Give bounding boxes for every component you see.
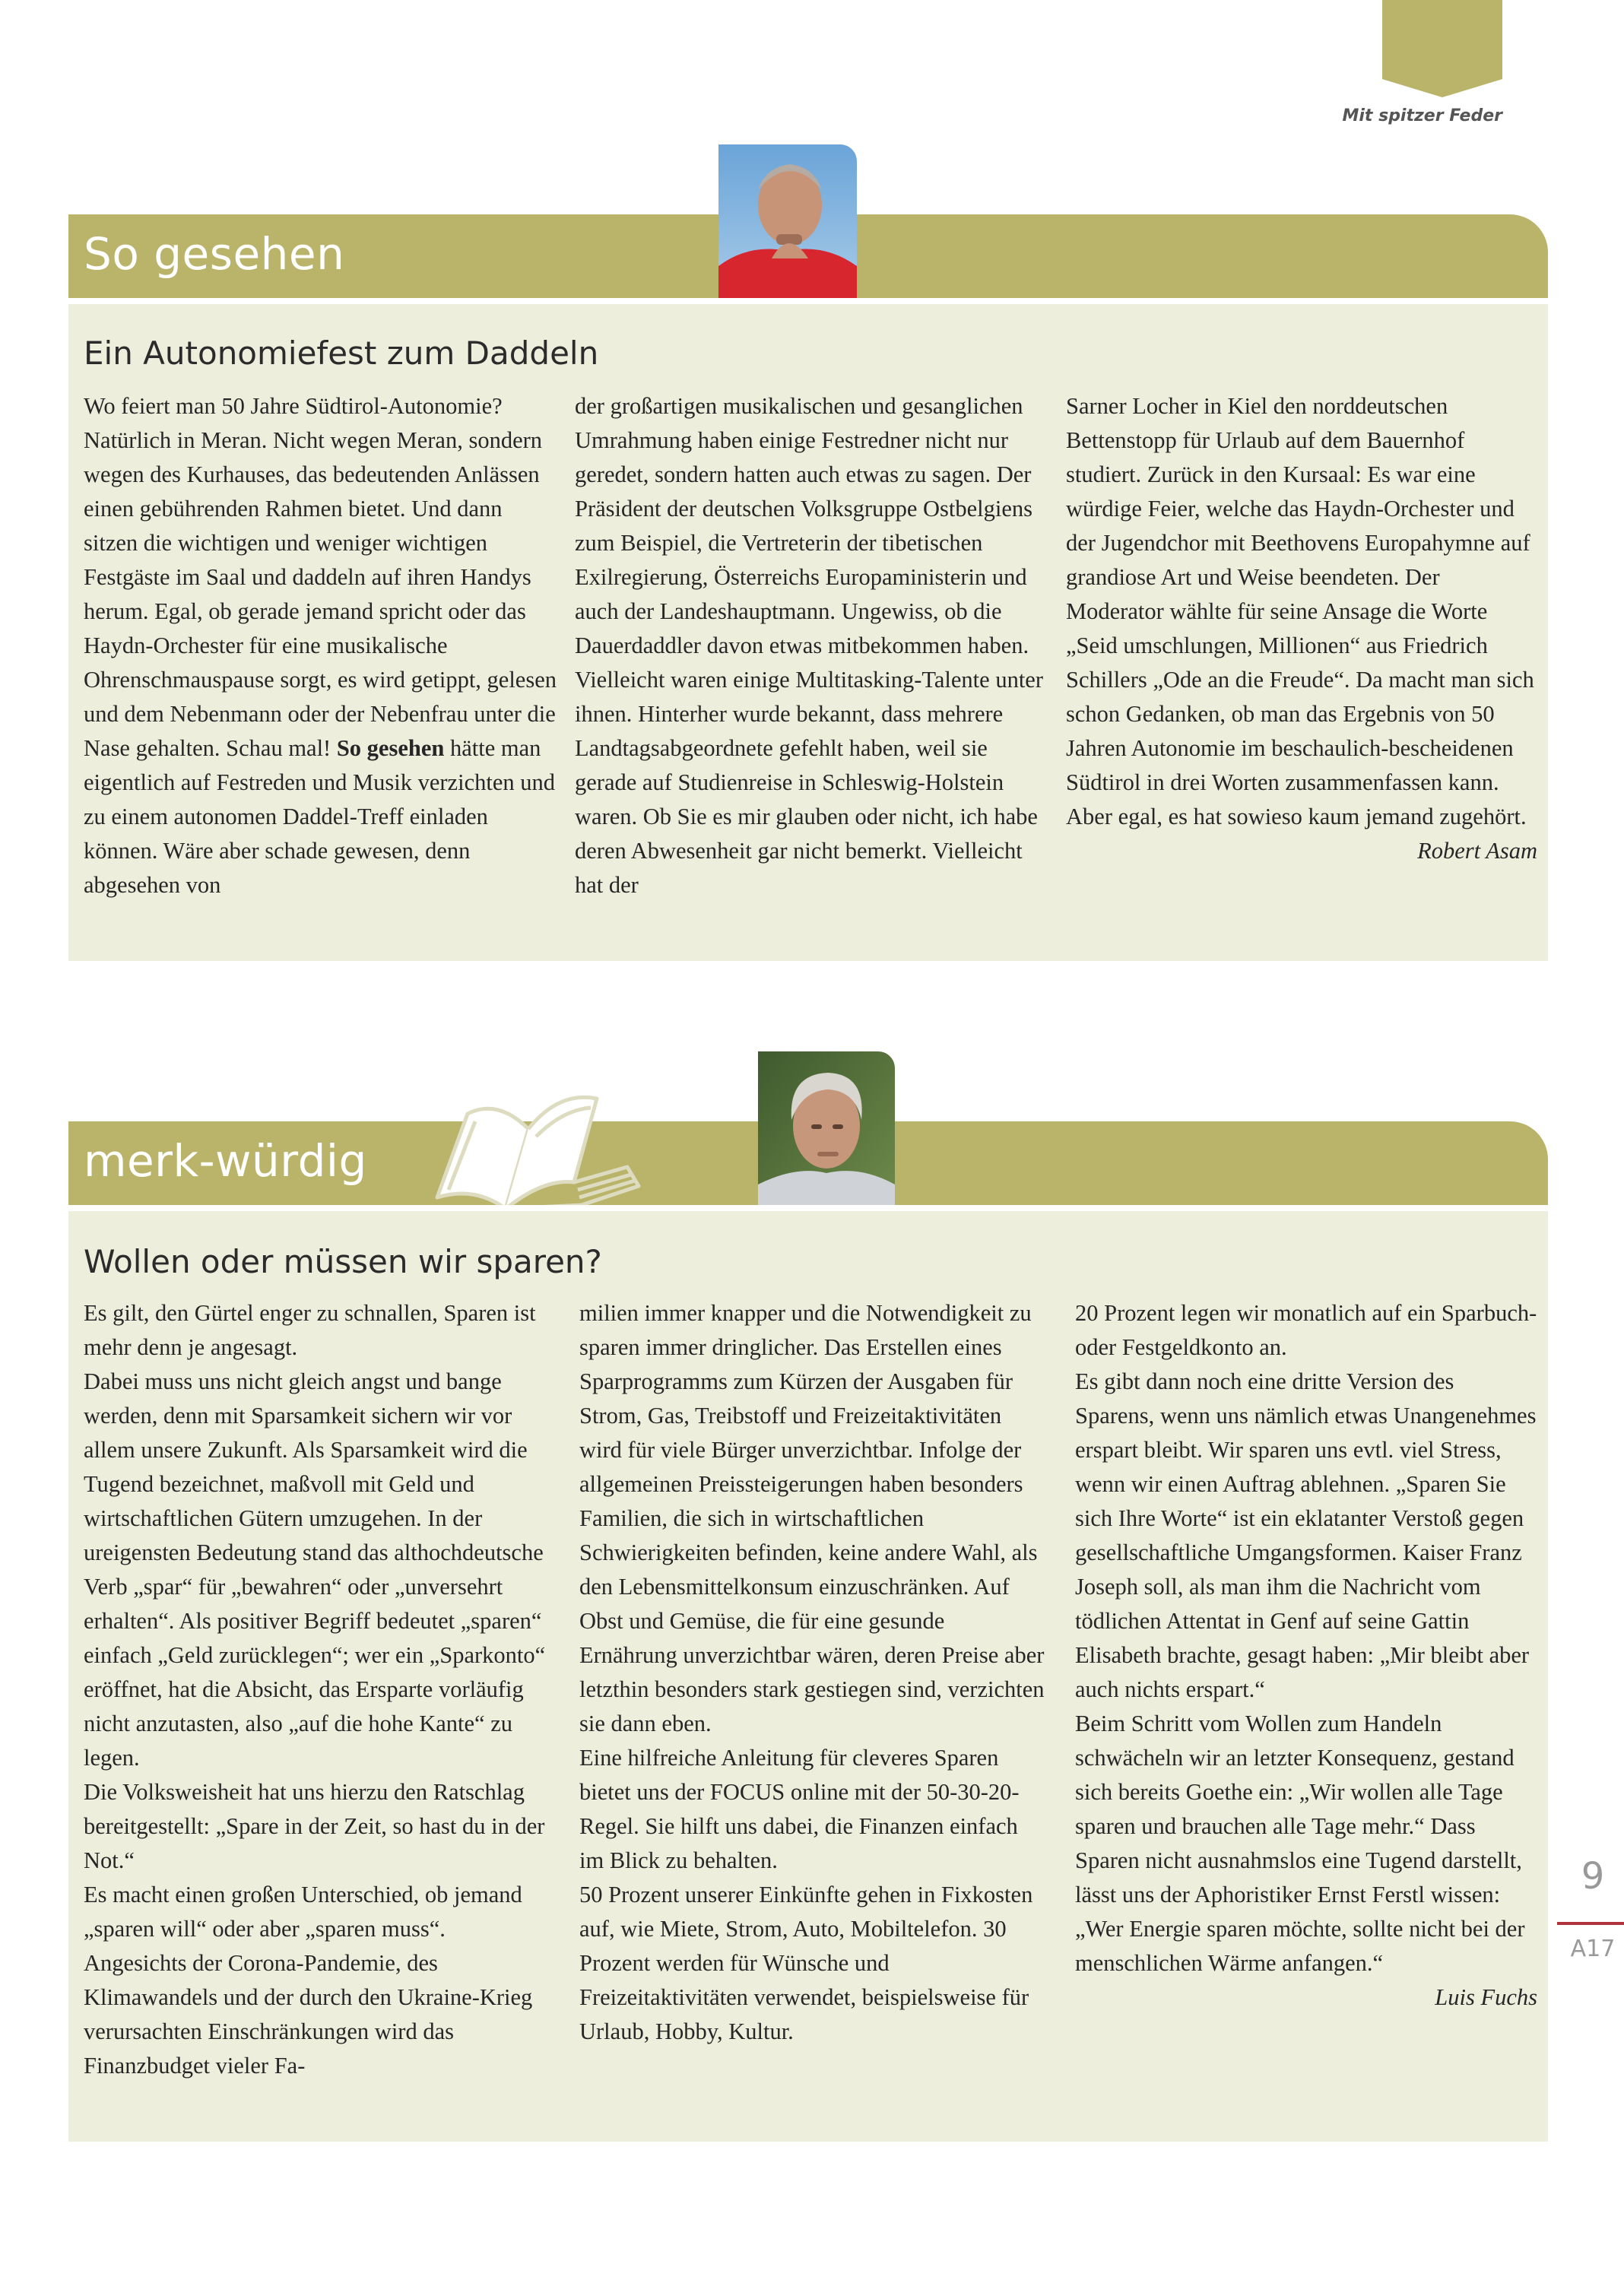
article-paragraph: Es macht einen großen Unterschied, ob jemand „sparen will“ oder aber „sparen muss“. Angesichts der Corona-Pandemie, des Klimawandels und der durch den Ukraine-Krieg verursachten Einschränkungen wird das Finanzbudget vieler Fa- (84, 1882, 533, 2079)
article-text-part: hätte man eigentlich auf Festreden und Musik verzichten und zu einem autonomen Daddel-Treff einladen können. Wäre aber schade gewesen, denn abgesehen von (84, 735, 555, 898)
article-panel-merk-wuerdig (68, 1205, 1548, 2142)
article-column-3 (1066, 389, 1537, 868)
article-column-1 (84, 389, 557, 902)
article-column-2 (575, 389, 1043, 902)
article-bold-text: So gesehen (336, 735, 445, 761)
page-sub-number: A17 (1570, 1936, 1616, 1962)
article-heading: Wollen oder müssen wir sparen? (84, 1243, 602, 1280)
article-text: der großartigen musikalischen und gesanglichen Umrahmung haben einige Festredner nicht nur geredet, sondern hatten auch etwas zu sagen. Der Präsident der deutschen Volksgruppe Ostbelgiens zum Beispiel, die Vertreterin der tibetischen Exilregierung, Österreichs Europaministerin und auch der Landeshauptmann. Ungewiss, ob die Dauerdaddler davon etwas mitbekommen haben. Vielleicht waren einige Multitasking-Talente unter ihnen. Hinterher wurde bekannt, dass mehrere Landtagsabgeordnete gefehlt haben, weil sie gerade auf Studienreise in Schleswig-Holstein waren. Ob Sie es mir glauben oder nicht, ich habe deren Abwesenheit gar nicht bemerkt. Vielleicht hat der (575, 393, 1043, 898)
section-label: Mit spitzer Feder (1342, 106, 1502, 125)
article-paragraph: milien immer knapper und die Notwendigkeit zu sparen immer dringlicher. Das Erstellen eines Sparprogramms zum Kürzen der Ausgaben für Strom, Gas, Treibstoff und Freizeitaktivitäten wird für viele Bürger unverzichtbar. Infolge der allgemeinen Preissteigerungen haben besonders Familien, die sich in wirtschaftlichen Schwierigkeiten befinden, keine andere Wahl, als den Lebensmittelkonsum einzuschränken. Auf Obst und Gemüse, die für eine gesunde Ernährung unverzichtbar wären, deren Preise aber letzthin besonders stark gestiegen sind, verzichten sie dann eben. (579, 1300, 1045, 1736)
author-photo-robert-asam (718, 144, 857, 298)
banner-title: So gesehen (84, 228, 345, 280)
page-number-rule (1557, 1922, 1624, 1925)
article-paragraph: Es gibt dann noch eine dritte Version des Sparens, wenn uns nämlich etwas Unangenehmes erspart bleibt. Wir sparen uns evtl. viel Stress, wenn wir einen Auftrag ablehnen. „Sparen Sie sich Ihre Worte“ ist ein eklatanter Verstoß gegen gesellschaftliche Umgangsformen. Kaiser Franz Joseph soll, als man ihm die Nachricht vom tödlichen Attentat in Genf auf seine Gattin Elisabeth brachte, gesagt haben: „Mir bleibt aber auch nichts erspart.“ (1075, 1368, 1537, 1702)
article-column-1 (84, 1296, 547, 2083)
portrait-image (718, 144, 857, 298)
article-text: Sarner Locher in Kiel den norddeutschen Bettenstopp für Urlaub auf dem Bauernhof studiert. Zurück in den Kursaal: Es war eine würdige Feier, welche das Haydn-Orchester und der Jugendchor mit Beethovens Europahymne auf grandiose Art und Weise beendeten. Der Moderator wählte für seine Ansage die Worte „Seid umschlungen, Millionen“ aus Friedrich Schillers „Ode an die Freude“. Da macht man sich schon Gedanken, ob man das Ergebnis von 50 Jahren Autonomie im beschaulich-bescheidenen Südtirol in drei Worten zusammenfassen kann. Aber egal, es hat sowieso kaum jemand zugehört. (1066, 393, 1534, 829)
article-paragraph: 20 Prozent legen wir monatlich auf ein Sparbuch- oder Festgeldkonto an. (1075, 1300, 1537, 1360)
article-text-part: Wo feiert man 50 Jahre Südtirol-Autonomie? Natürlich in Meran. Nicht wegen Meran, sondern wegen des Kurhauses, das bedeutenden Anlässen einen gebührenden Rahmen bietet. Und dann sitzen die wichtigen und weniger wichtigen Festgäste im Saal und daddeln auf ihren Handys herum. Egal, ob gerade jemand spricht oder das Haydn-Orchester für eine musikalische Ohrenschmauspause sorgt, es wird getippt, gelesen und dem Nebenmann oder der Nebenfrau unter die Nase gehalten. Schau mal! (84, 393, 557, 761)
article-paragraph: Dabei muss uns nicht gleich angst und bange werden, denn mit Sparsamkeit sichern wir vor allem unsere Zukunft. Als Sparsamkeit wird die Tugend bezeichnet, maßvoll mit Geld und wirtschaftlichen Gütern umzugehen. In der ureigensten Bedeutung stand das althochdeutsche Verb „spar“ für „bewahren“ oder „unversehrt erhalten“. Als positiver Begriff bedeutet „sparen“ einfach „Geld zurücklegen“; wer ein „Sparkonto“ eröffnet, hat die Absicht, das Ersparte vorläufig nicht anzutasten, also „auf die hohe Kante“ zu legen. (84, 1368, 546, 1771)
article-panel-so-gesehen (68, 298, 1548, 961)
header-tab-shape (1382, 0, 1502, 97)
article-paragraph: Es gilt, den Gürtel enger zu schnallen, Sparen ist mehr denn je angesagt. (84, 1300, 536, 1360)
article-paragraph: Die Volksweisheit hat uns hierzu den Ratschlag bereitgestellt: „Spare in der Zeit, so hast du in der Not.“ (84, 1779, 545, 1873)
banner-title: merk-würdig (84, 1135, 367, 1187)
article-text (84, 389, 557, 902)
author-name: Luis Fuchs (1435, 1984, 1537, 2010)
article-paragraph: Beim Schritt vom Wollen zum Handeln schwächeln wir an letzter Konsequenz, gestand sich bereits Goethe ein: „Wir wollen alle Tage sparen und brauchen alle Tage mehr.“ Dass Sparen nicht ausnahmslos eine Tugend darstellt, lässt uns der Aphoristiker Ernst Ferstl wissen: „Wer Energie sparen möchte, sollte nicht bei der menschlichen Wärme anfangen.“ (1075, 1711, 1525, 1976)
article-column-2 (579, 1296, 1045, 2049)
article-column-3 (1075, 1296, 1537, 2015)
portrait-image (758, 1051, 895, 1205)
article-paragraph: Eine hilfreiche Anleitung für cleveres Sparen bietet uns der FOCUS online mit der 50-30-20-Regel. Sie hilft uns dabei, die Finanzen einfach im Blick zu behalten. (579, 1745, 1020, 1873)
open-book-icon (422, 1083, 642, 1213)
article-paragraph: 50 Prozent unserer Einkünfte gehen in Fixkosten auf, wie Miete, Strom, Auto, Mobiltelefon. 30 Prozent werden für Wünsche und Freizeitaktivitäten verwendet, beispielsweise für Urlaub, Hobby, Kultur. (579, 1882, 1033, 2044)
author-photo-luis-fuchs (758, 1051, 895, 1205)
page-number: 9 (1581, 1855, 1605, 1898)
article-heading: Ein Autonomiefest zum Daddeln (84, 335, 599, 372)
author-name: Robert Asam (1417, 838, 1537, 864)
